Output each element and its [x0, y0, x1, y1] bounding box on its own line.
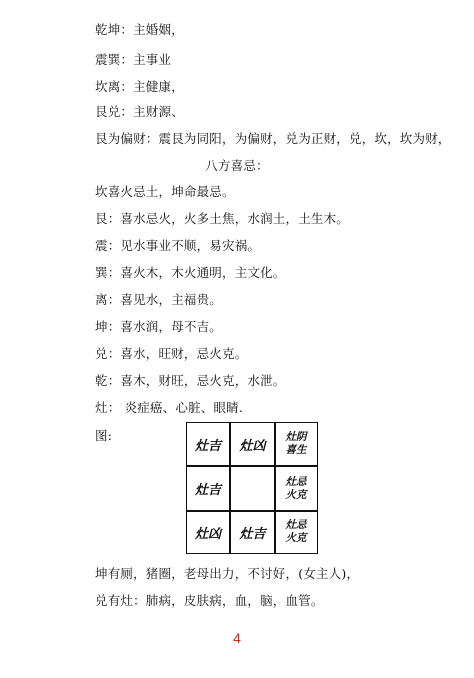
grid-cell-top-right-line-1: 灶阴	[285, 431, 307, 443]
grid-cell-top-right	[276, 423, 316, 465]
text-line-kun-toilet: 坤有厕，猪圈，老母出力，不讨好，(女主人)，	[95, 566, 360, 581]
text-line-zhen: 震：见水事业不顺，易灾祸。	[95, 238, 261, 253]
grid-cell-bottom-left: 灶凶	[194, 526, 221, 542]
grid-cell-bottom-right-line-2: 火克	[285, 532, 307, 544]
section-heading: 八方喜忌：	[205, 158, 269, 173]
grid-cell-bottom-right-line-1: 灶忌	[285, 519, 307, 531]
text-line-dui: 兑：喜水，旺财，忌火克。	[95, 346, 248, 361]
grid-cell-mid-center	[231, 467, 274, 510]
text-line-kan: 坎喜火忌土，坤命最忌。	[95, 184, 235, 199]
figure-label: 图:	[95, 428, 113, 443]
grid-cell-top-left: 灶吉	[194, 438, 221, 454]
page-number: 4	[233, 630, 241, 646]
text-line-gendui: 艮兑：主财源、	[95, 104, 184, 119]
grid-cell-mid-right	[276, 467, 316, 510]
grid-cell-bottom-center: 灶吉	[239, 526, 266, 542]
grid-cell-bottom-right	[276, 512, 316, 552]
grid-cell-mid-right-line-1: 灶忌	[285, 475, 307, 488]
grid-cell-top-right-line-2: 喜生	[285, 444, 307, 456]
stove-grid-diagram	[186, 422, 318, 554]
text-line-pianchai: 艮为偏财：震艮为同阳，为偏财，兑为正财，兑，坎，坎为财，	[95, 131, 451, 146]
text-line-qiankun: 乾坤：主婚姻，	[95, 22, 184, 37]
grid-cell-mid-right-line-2: 火克	[285, 488, 307, 501]
text-line-zao: 灶： 炎症癌、心脏、眼睛.	[95, 400, 244, 415]
text-line-kun: 坤：喜水润，母不吉。	[95, 319, 223, 334]
text-line-dui-stove: 兑有灶：肺病，皮肤病，血，脑，血管。	[95, 593, 324, 608]
text-line-zhenxun: 震巽：主事业	[95, 52, 172, 67]
grid-cell-mid-left: 灶吉	[194, 483, 221, 498]
text-line-li: 离：喜见水，主福贵。	[95, 292, 223, 307]
grid-cell-top-center: 灶凶	[239, 438, 266, 454]
text-line-gen: 艮：喜水忌火，火多土焦，水润土，土生木。	[95, 211, 350, 226]
text-line-kanli: 坎离：主健康，	[95, 79, 184, 94]
text-line-qian: 乾：喜木，财旺，忌火克，水泄。	[95, 373, 286, 388]
text-line-xun: 巽：喜火木，木火通明，主文化。	[95, 265, 286, 280]
